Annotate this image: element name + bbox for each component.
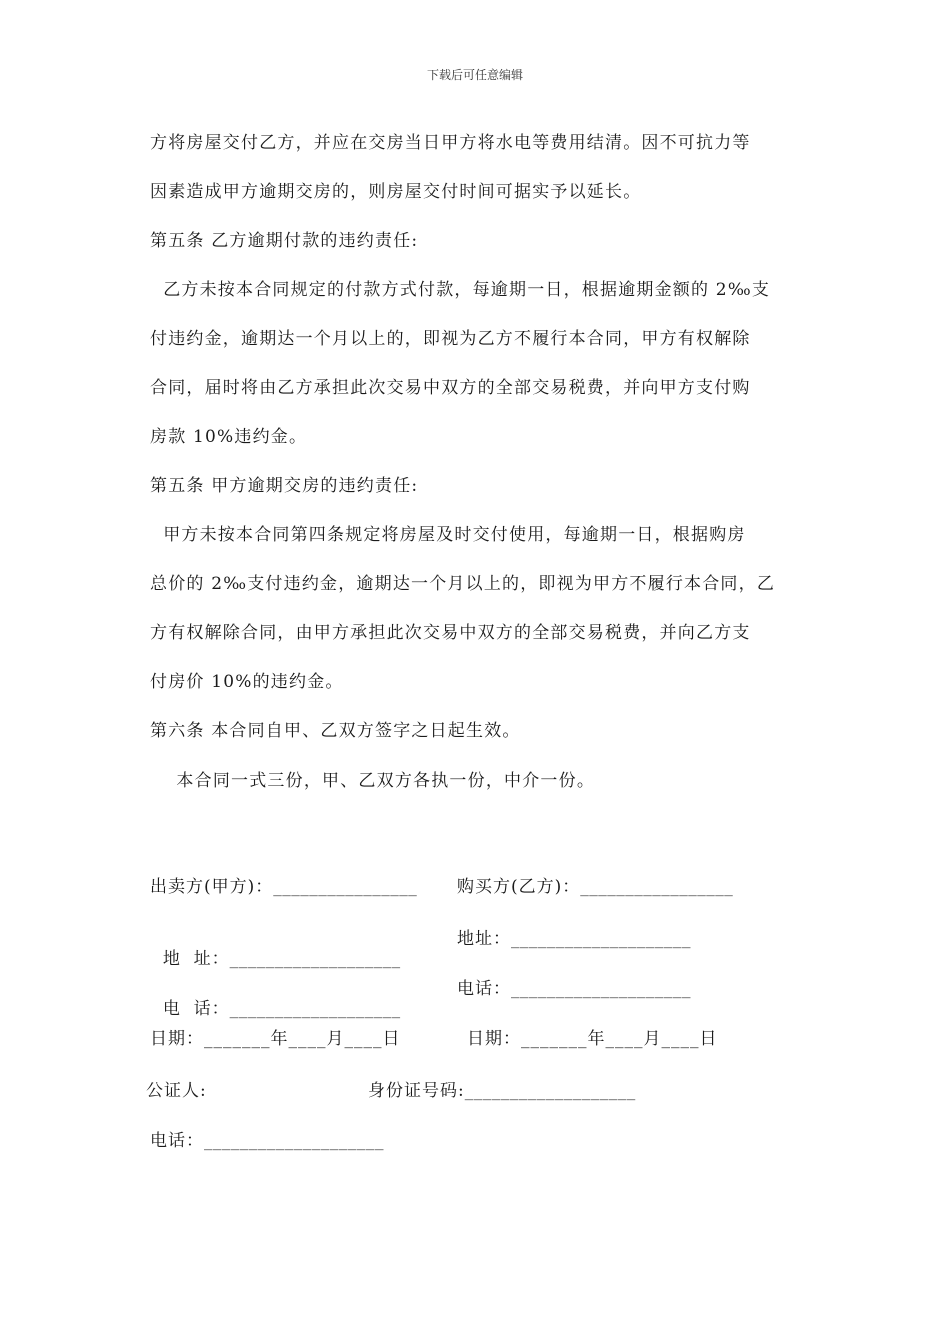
seller-phone-blank: ___________________: [229, 999, 401, 1019]
seller-address-blank: ___________________: [229, 949, 401, 969]
seller-phone-label: 电 话：: [162, 999, 230, 1019]
id-row: [368, 1076, 636, 1101]
paragraph-line: 本合同一式三份，甲、乙双方各执一份，中介一份。: [150, 771, 596, 791]
paragraph-line: 合同，届时将由乙方承担此次交易中双方的全部交易税费，并向甲方支付购: [150, 378, 751, 398]
notary-phone-label: 电话：: [150, 1131, 204, 1151]
seller-phone-row: [150, 974, 401, 1019]
article-heading: 第五条 乙方逾期付款的违约责任:: [150, 231, 419, 251]
id-blank: ___________________: [464, 1081, 636, 1101]
paragraph-line: 付房价 10%的违约金。: [150, 672, 344, 692]
seller-blank: ________________: [273, 877, 418, 897]
notary-label: 公证人:: [146, 1081, 207, 1101]
buyer-phone-row: [457, 974, 691, 999]
article-heading: 第六条 本合同自甲、乙双方签字之日起生效。: [150, 721, 521, 741]
paragraph-line: 乙方未按本合同规定的付款方式付款，每逾期一日，根据逾期金额的 2‰支: [150, 280, 771, 300]
buyer-phone-blank: ____________________: [511, 979, 691, 999]
paragraph-line: 方有权解除合同，由甲方承担此次交易中双方的全部交易税费，并向乙方支: [150, 623, 751, 643]
seller-row: [150, 872, 417, 897]
buyer-blank: _________________: [580, 877, 734, 897]
seller-address-label: 地 址：: [162, 949, 230, 969]
seller-date: 日期：_______年____月____日: [150, 1029, 401, 1049]
buyer-phone-label: 电话：: [457, 979, 511, 999]
seller-address-row: [150, 924, 401, 969]
buyer-label: 购买方(乙方)：: [457, 877, 581, 897]
notary-phone-blank: ____________________: [204, 1131, 384, 1151]
paragraph-line: 因素造成甲方逾期交房的，则房屋交付时间可据实予以延长。: [150, 182, 642, 202]
paragraph-line: 方将房屋交付乙方，并应在交房当日甲方将水电等费用结清。因不可抗力等: [150, 133, 751, 153]
buyer-date: 日期：_______年____月____日: [467, 1029, 718, 1049]
paragraph-line: 房款 10%违约金。: [150, 427, 308, 447]
buyer-address-row: [457, 924, 691, 949]
buyer-address-blank: ____________________: [511, 929, 691, 949]
paragraph-line: 甲方未按本合同第四条规定将房屋及时交付使用，每逾期一日，根据购房: [150, 525, 746, 545]
notary-phone-row: [150, 1126, 384, 1151]
article-heading: 第五条 甲方逾期交房的违约责任:: [150, 476, 419, 496]
id-label: 身份证号码:: [368, 1081, 465, 1101]
buyer-address-label: 地址：: [457, 929, 511, 949]
seller-label: 出卖方(甲方)：: [150, 877, 274, 897]
paragraph-line: 总价的 2‰支付违约金，逾期达一个月以上的，即视为甲方不履行本合同，乙: [150, 574, 776, 594]
paragraph-line: 付违约金，逾期达一个月以上的，即视为乙方不履行本合同，甲方有权解除: [150, 329, 751, 349]
page-header: 下载后可任意编辑: [426, 68, 523, 82]
buyer-row: [457, 872, 733, 897]
